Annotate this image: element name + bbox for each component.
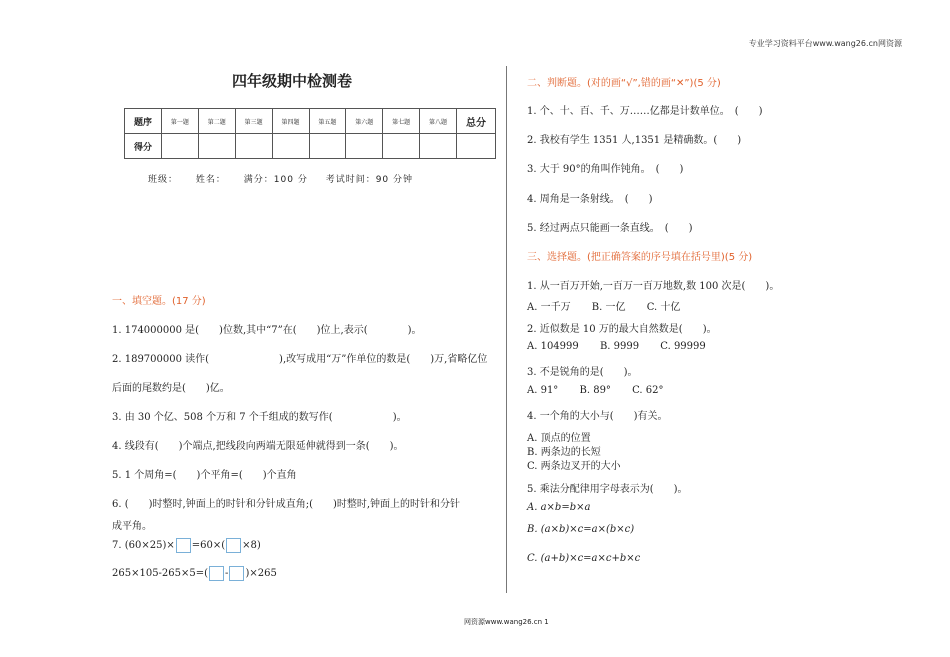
option-a[interactable]: A. 91° (527, 385, 559, 396)
page-footer: 网资源www.wang26.cn 1 (464, 618, 549, 626)
question-1-4: 4. 线段有( )个端点,把线段向两端无限延伸就得到一条( )。 (112, 441, 404, 452)
score-cell[interactable] (198, 134, 235, 159)
score-cell[interactable] (235, 134, 272, 159)
question-1-2: 2. 189700000 读作( ),改写成用“万”作单位的数是( )万,省略亿位 (112, 354, 488, 365)
question-1-2-cont: 后面的尾数约是( )亿。 (112, 383, 230, 394)
options-3-1 (527, 298, 698, 313)
name-label: 姓名： (195, 175, 226, 185)
score-cell[interactable] (162, 134, 199, 159)
question-1-1: 1. 174000000 是( )位数,其中“7”在( )位上,表示( )。 (112, 325, 422, 336)
score-cell[interactable] (346, 134, 383, 159)
table-column-header: 第四题 (272, 109, 309, 134)
table-row (125, 109, 496, 134)
option-b[interactable]: B. 89° (579, 385, 611, 396)
table-column-header: 第一题 (162, 109, 199, 134)
page-title: 四年级期中检测卷 (232, 72, 353, 90)
option-c[interactable]: C. 99999 (660, 341, 706, 352)
section-heading-choice: 三、选择题。(把正确答案的序号填在括号里)(5 分) (527, 252, 753, 263)
option-c[interactable]: C. 62° (632, 385, 664, 396)
score-cell[interactable] (457, 134, 496, 159)
score-table (124, 108, 496, 159)
table-column-header: 第八题 (420, 109, 457, 134)
option-c[interactable]: C. 十亿 (646, 302, 681, 313)
table-total-label: 总分 (457, 109, 496, 134)
score-cell[interactable] (309, 134, 346, 159)
option-b[interactable]: B. (a×b)×c=a×(b×c) (527, 524, 635, 535)
option-b[interactable]: B. 两条边的长短 (527, 447, 601, 458)
option-b[interactable]: B. 9999 (599, 341, 640, 352)
options-3-2 (527, 341, 724, 352)
exam-time-label: 考试时间：90 分钟 (325, 175, 414, 185)
score-cell[interactable] (383, 134, 420, 159)
question-2-2: 2. 我校有学生 1351 人,1351 是精确数。( ) (527, 135, 742, 146)
table-score-label: 得分 (125, 134, 162, 159)
q7-suffix: ×8) (242, 540, 261, 551)
question-2-1: 1. 个、十、百、千、万……亿都是计数单位。 ( ) (527, 106, 763, 117)
question-3-2: 2. 近似数是 10 万的最大自然数是( )。 (527, 324, 717, 335)
option-a[interactable]: A. 104999 (527, 341, 579, 352)
question-3-4: 4. 一个角的大小与( )有关。 (527, 411, 668, 422)
question-1-7 (112, 538, 261, 553)
table-column-header: 第七题 (383, 109, 420, 134)
question-1-5: 5. 1 个周角=( )个平角=( )个直角 (112, 470, 297, 481)
table-row (125, 134, 496, 159)
question-2-5: 5. 经过两点只能画一条直线。 ( ) (527, 223, 693, 234)
question-1-3: 3. 由 30 个亿、508 个万和 7 个千组成的数写作( )。 (112, 412, 407, 423)
table-column-header: 第六题 (346, 109, 383, 134)
table-column-header: 第三题 (235, 109, 272, 134)
question-3-5: 5. 乘法分配律用字母表示为( )。 (527, 484, 688, 495)
option-b[interactable]: B. 一亿 (591, 302, 626, 313)
section-heading-judge: 二、判断题。(对的画“√”,错的画“✕”)(5 分) (527, 78, 721, 89)
option-a[interactable]: A. 一千万 (527, 302, 571, 313)
table-column-header: 第二题 (198, 109, 235, 134)
column-divider (506, 66, 507, 593)
q7b-dash: - (225, 568, 229, 579)
q7b-suffix: )×265 (245, 568, 277, 579)
score-cell[interactable] (420, 134, 457, 159)
exam-info (148, 172, 427, 185)
question-3-1: 1. 从一百万开始,一百万一百万地数,数 100 次是( )。 (527, 281, 780, 292)
question-1-6: 6. ( )时整时,钟面上的时针和分针成直角;( )时整时,钟面上的时针和分针 (112, 499, 461, 510)
section-heading-fill-in: 一、填空题。(17 分) (112, 296, 206, 307)
option-c[interactable]: C. (a+b)×c=a×c+b×c (527, 553, 641, 564)
table-header-label: 题序 (125, 109, 162, 134)
option-a[interactable]: A. 顶点的位置 (527, 433, 591, 444)
question-2-3: 3. 大于 90°的角叫作钝角。 ( ) (527, 164, 684, 175)
answer-box[interactable] (209, 566, 224, 581)
answer-box[interactable] (226, 538, 241, 553)
question-1-6-cont: 成平角。 (112, 521, 152, 532)
question-2-4: 4. 周角是一条射线。 ( ) (527, 194, 653, 205)
q7-prefix: 7. (60×25)× (112, 540, 175, 551)
table-column-header: 第五题 (309, 109, 346, 134)
class-label: 班级： (148, 175, 179, 185)
option-a[interactable]: A. a×b=b×a (527, 502, 591, 513)
q7-mid: =60×( (191, 540, 226, 551)
site-header: 专业学习资料平台www.wang26.cn网资源 (748, 39, 902, 48)
q7b-prefix: 265×105-265×5=( (112, 568, 209, 579)
score-cell[interactable] (272, 134, 309, 159)
full-score-label: 满分：100 分 (243, 175, 308, 185)
question-3-3: 3. 不是锐角的是( )。 (527, 367, 638, 378)
options-3-3 (527, 385, 682, 396)
question-1-7b (112, 566, 277, 581)
answer-box[interactable] (229, 566, 244, 581)
answer-box[interactable] (176, 538, 191, 553)
option-c[interactable]: C. 两条边叉开的大小 (527, 461, 621, 472)
